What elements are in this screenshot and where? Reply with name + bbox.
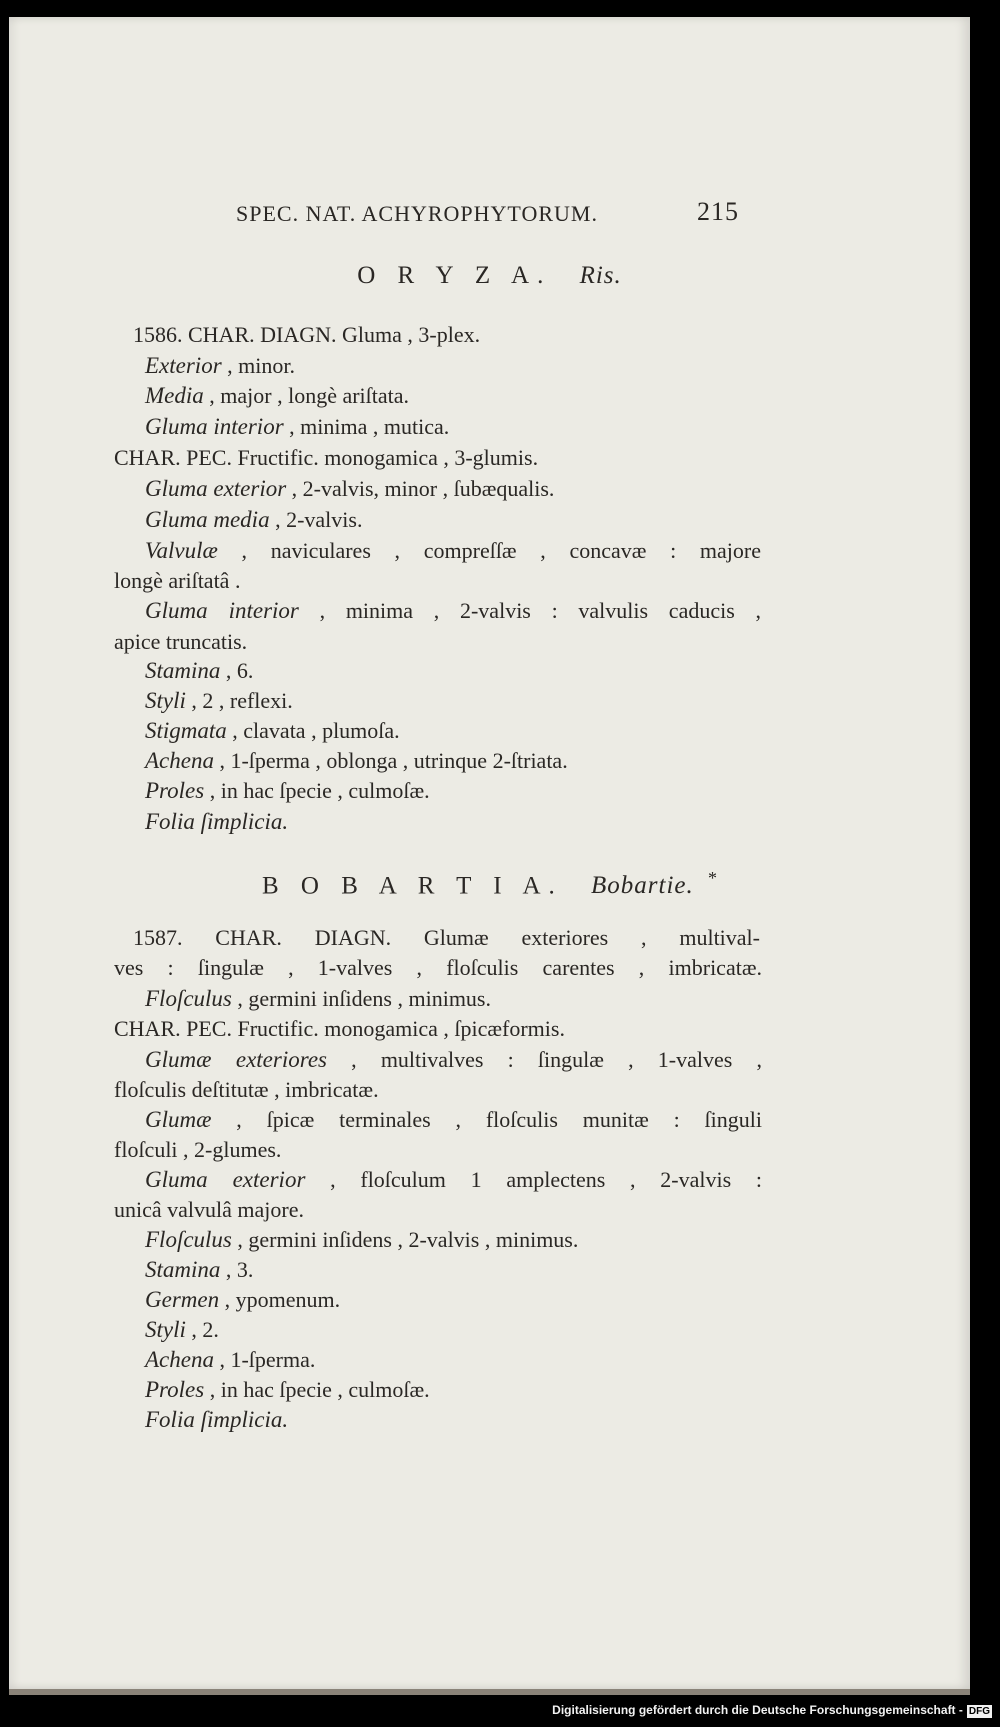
bobartia-line-3: Floſculus , germini inſidens , minimus. [145,986,491,1011]
dfg-logo: DFG [968,1706,990,1717]
bobartia-line-4: CHAR. PEC. Fructific. monogamica , ſpicæformis. [114,1016,565,1041]
oryza-line-7: Gluma media , 2-valvis. [145,507,363,532]
bobartia-line-6: floſculis deſtitutæ , imbricatæ. [114,1077,379,1102]
page-text [9,17,970,1689]
page-number: 215 [697,197,739,226]
page-edge [9,1689,970,1695]
bobartia-line-17: Folia ſimplicia. [145,1407,289,1432]
genus-heading-bobartia [9,868,970,900]
bobartia-line-7: Glumæ , ſpicæ terminales , floſculis munitæ : ſinguli [145,1107,762,1132]
vernacular-name: Ris. [579,262,622,289]
running-title: SPEC. NAT. ACHYROPHYTORUM. [236,201,598,226]
book-page [9,17,970,1689]
oryza-line-11: apice truncatis. [114,629,248,654]
oryza-line-13: Styli , 2 , reflexi. [145,688,293,713]
oryza-line-1: 1586. CHAR. DIAGN. Gluma , 3-plex. [133,322,481,347]
oryza-line-5: CHAR. PEC. Fructific. monogamica , 3-glumis. [114,445,539,470]
bobartia-line-16: Proles , in hac ſpecie , culmoſæ. [145,1377,430,1402]
oryza-line-6: Gluma exterior , 2-valvis, minor , ſubæqualis. [145,476,555,501]
oryza-line-12: Stamina , 6. [145,658,254,683]
oryza-line-14: Stigmata , clavata , plumoſa. [145,718,400,743]
bobartia-line-9: Gluma exterior , floſculum 1 amplectens , 2-valvis : [145,1167,762,1192]
oryza-line-2: Exterior , minor. [145,353,295,378]
oryza-line-16: Proles , in hac ſpecie , culmoſæ. [145,778,430,803]
genus-heading-oryza [9,262,970,290]
bobartia-line-2: ves : ſingulæ , 1-valves , floſculis carentes , imbricatæ. [114,955,762,980]
oryza-line-10: Gluma interior , minima , 2-valvis : valvulis caducis , [145,598,762,623]
running-header [9,197,970,231]
bobartia-line-10: unicâ valvulâ majore. [114,1197,304,1222]
digitization-credit [552,1703,992,1718]
bobartia-line-13: Germen , ypomenum. [145,1287,341,1312]
genus-name: O R Y Z A. [357,262,552,289]
bobartia-line-11: Floſculus , germini inſidens , 2-valvis , minimus. [145,1227,579,1252]
oryza-line-9: longè ariſtatâ . [114,568,241,593]
genus-name: B O B A R T I A. [262,872,563,900]
vernacular-name: Bobartie. [591,872,694,900]
bobartia-line-1: 1587. CHAR. DIAGN. Glumæ exteriores , multival- [133,925,760,950]
oryza-line-15: Achena , 1-ſperma , oblonga , utrinque 2-ſtriata. [145,748,568,773]
bobartia-line-12: Stamina , 3. [145,1257,254,1282]
bobartia-line-15: Achena , 1-ſperma. [145,1347,316,1372]
oryza-line-3: Media , major , longè ariſtata. [145,383,410,408]
bobartia-line-5: Glumæ exteriores , multivalves : ſingulæ , 1-valves , [145,1047,762,1072]
oryza-line-4: Gluma interior , minima , mutica. [145,414,450,439]
bobartia-line-14: Styli , 2. [145,1317,219,1342]
credit-text: Digitalisierung gefördert durch die Deutsche Forschungsgemeinschaft - [552,1703,963,1717]
footnote-mark: * [708,868,717,888]
oryza-line-17: Folia ſimplicia. [145,809,289,834]
oryza-line-8: Valvulæ , naviculares , compreſſæ , concavæ : majore [145,538,761,563]
bobartia-line-8: floſculi , 2-glumes. [114,1137,282,1162]
